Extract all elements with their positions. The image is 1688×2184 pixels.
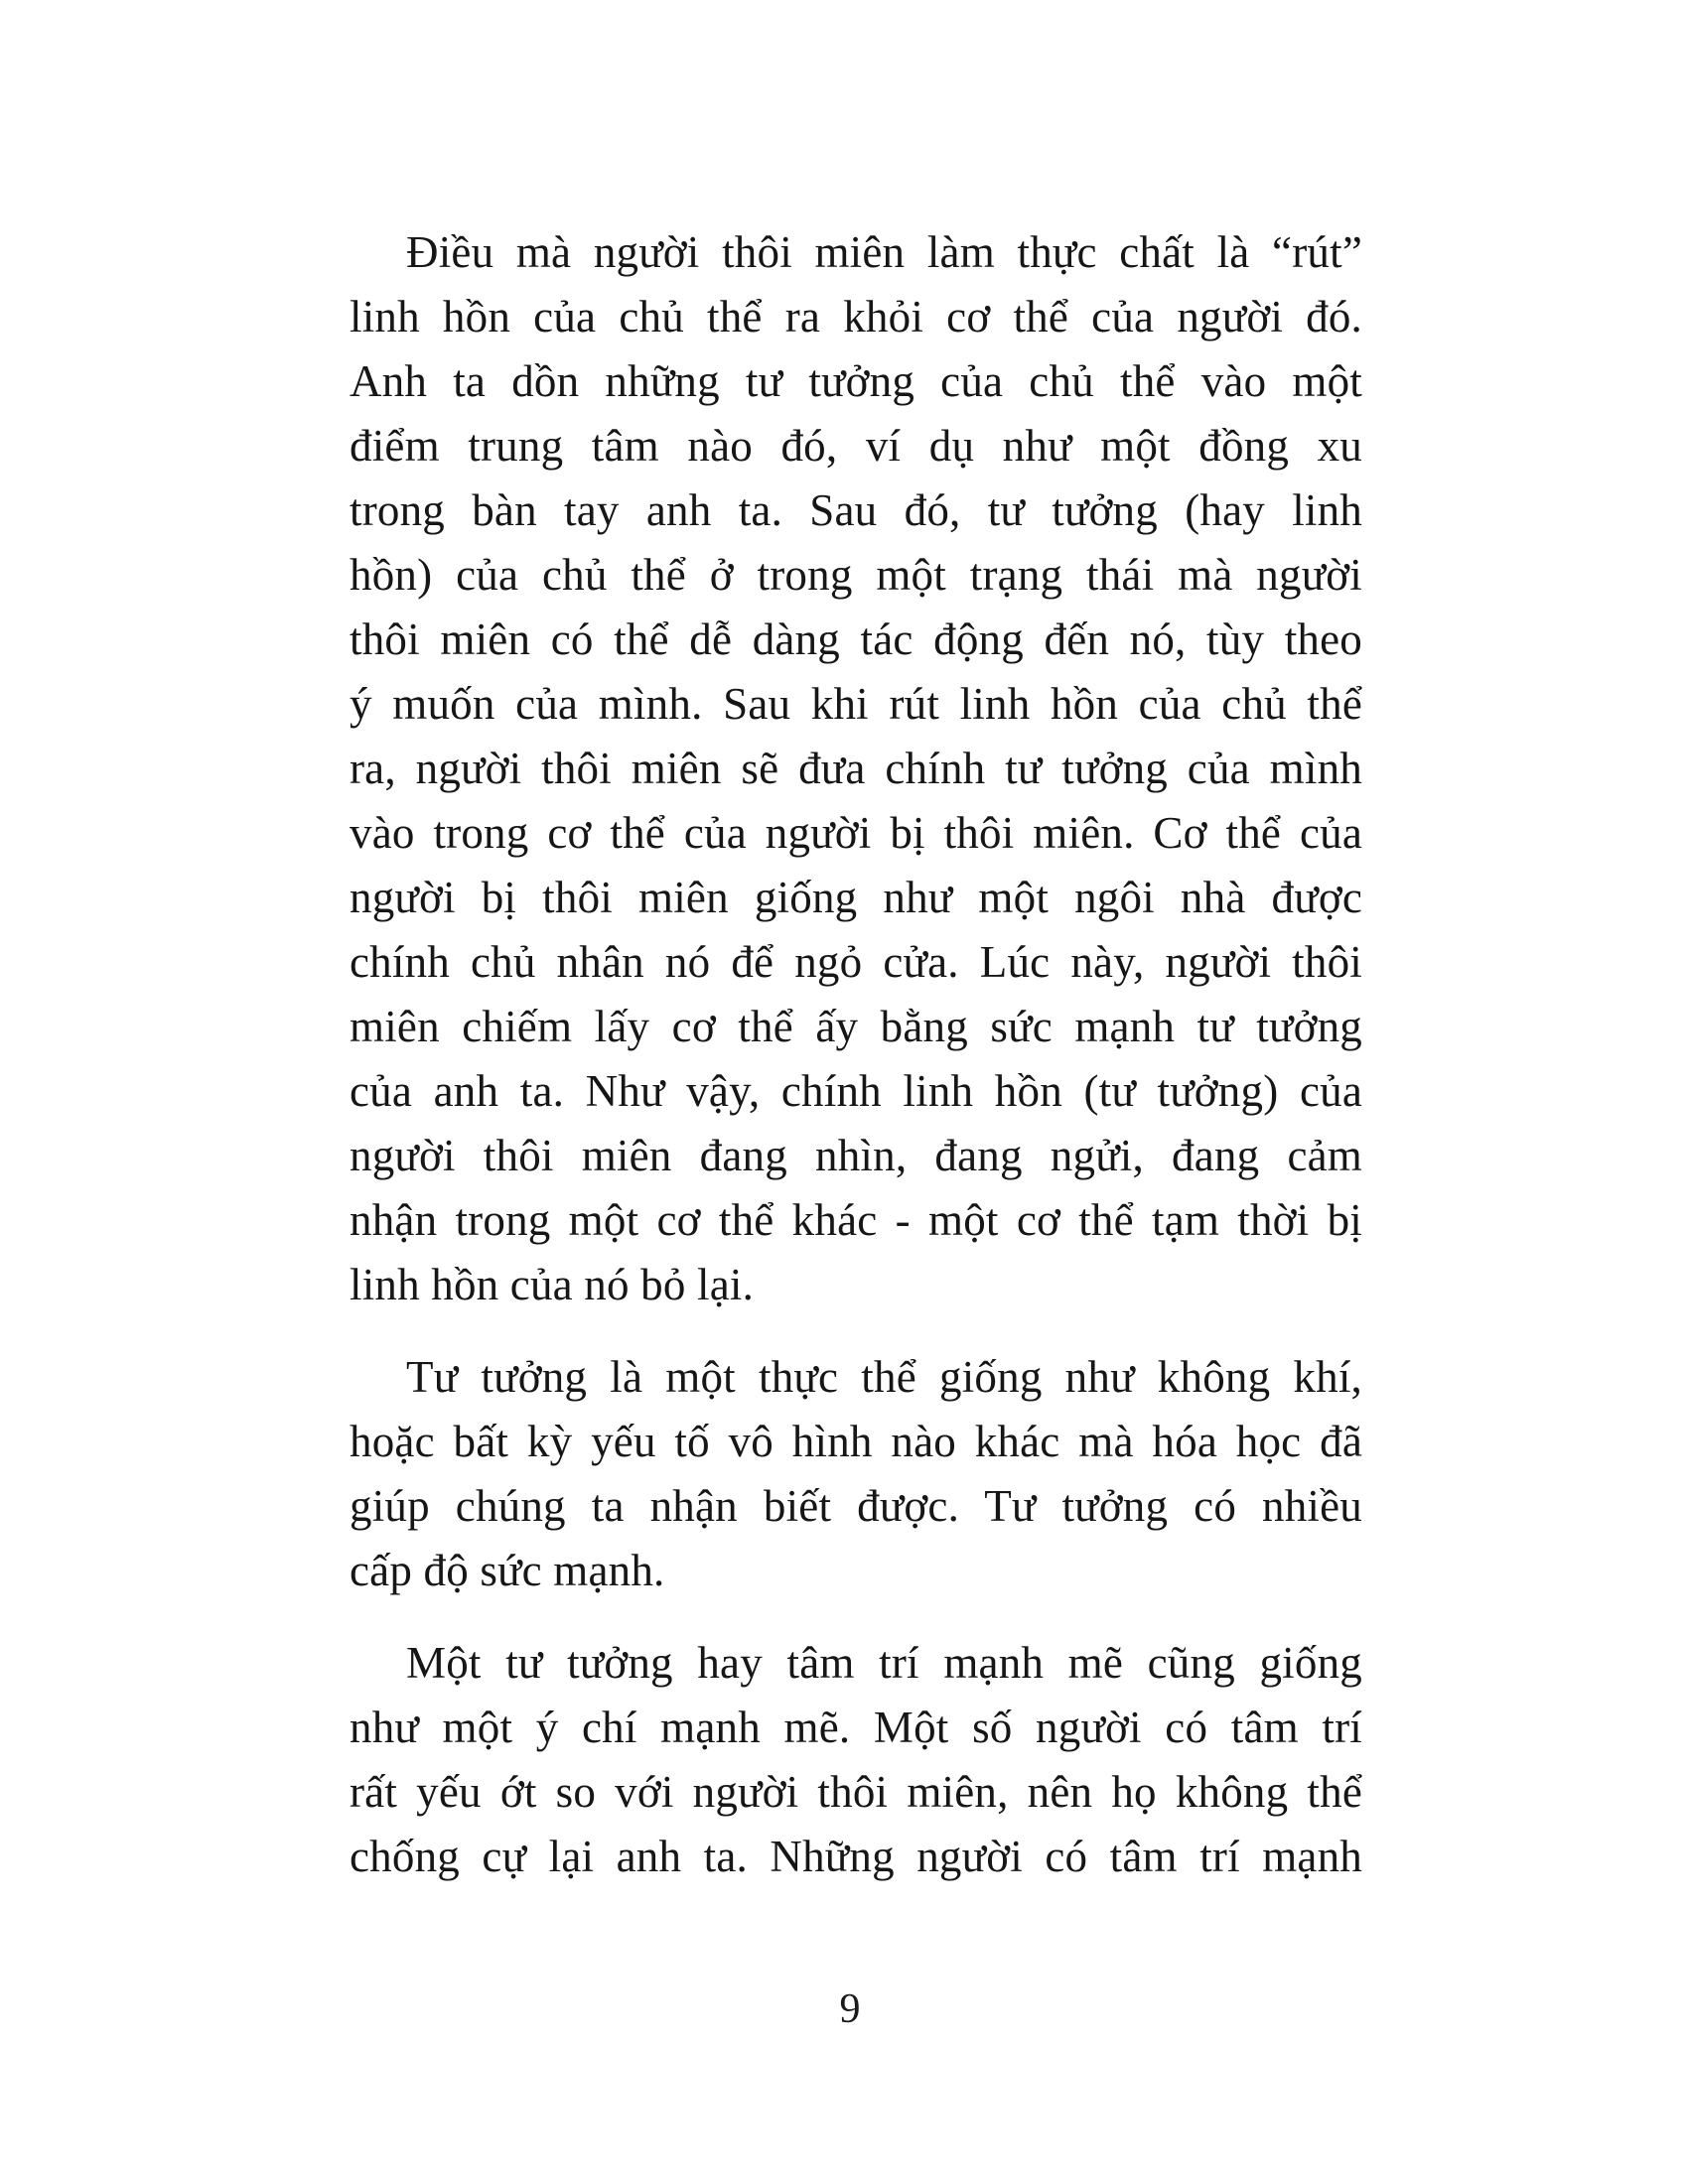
text-line: vào trong cơ thể của người bị thôi miên. Cơ thể của xyxy=(350,808,1362,858)
text-line: linh hồn của nó bỏ lại. xyxy=(350,1260,755,1309)
paragraph-1 xyxy=(350,220,1362,1317)
text-line: của anh ta. Như vậy, chính linh hồn (tư tưởng) của xyxy=(350,1066,1362,1116)
text-line: như một ý chí mạnh mẽ. Một số người có tâm trí xyxy=(350,1703,1362,1752)
text-line: giúp chúng ta nhận biết được. Tư tưởng có nhiều xyxy=(350,1481,1362,1531)
text-line: ý muốn của mình. Sau khi rút linh hồn của chủ thể xyxy=(350,679,1362,729)
text-line: nhận trong một cơ thể khác - một cơ thể tạm thời bị xyxy=(350,1195,1362,1245)
text-line: trong bàn tay anh ta. Sau đó, tư tưởng (hay linh xyxy=(350,485,1362,535)
paragraph-2 xyxy=(350,1345,1362,1603)
text-line: Điều mà người thôi miên làm thực chất là “rút” xyxy=(406,227,1362,277)
paragraph-3 xyxy=(350,1631,1362,1889)
text-line: người thôi miên đang nhìn, đang ngửi, đang cảm xyxy=(350,1131,1362,1180)
text-line: ra, người thôi miên sẽ đưa chính tư tưởng của mình xyxy=(350,744,1362,793)
text-line: chống cự lại anh ta. Những người có tâm trí mạnh xyxy=(350,1832,1362,1881)
text-line: điểm trung tâm nào đó, ví dụ như một đồng xu xyxy=(350,421,1362,471)
page-number: 9 xyxy=(839,1986,861,2032)
text-line: chính chủ nhân nó để ngỏ cửa. Lúc này, người thôi xyxy=(350,937,1362,987)
text-line: cấp độ sức mạnh. xyxy=(350,1546,665,1595)
body-text xyxy=(350,220,1362,1917)
text-line: hồn) của chủ thể ở trong một trạng thái mà người xyxy=(350,550,1362,600)
text-line: Một tư tưởng hay tâm trí mạnh mẽ cũng giống xyxy=(406,1638,1362,1688)
text-line: hoặc bất kỳ yếu tố vô hình nào khác mà hóa học đã xyxy=(350,1417,1362,1466)
text-line: Tư tưởng là một thực thể giống như không khí, xyxy=(406,1352,1362,1402)
text-line: linh hồn của chủ thể ra khỏi cơ thể của người đó. xyxy=(350,292,1362,341)
text-line: Anh ta dồn những tư tưởng của chủ thể vào một xyxy=(350,356,1362,406)
text-line: rất yếu ớt so với người thôi miên, nên họ không thể xyxy=(350,1767,1362,1817)
text-line: miên chiếm lấy cơ thể ấy bằng sức mạnh tư tưởng xyxy=(350,1002,1362,1051)
text-line: thôi miên có thể dễ dàng tác động đến nó, tùy theo xyxy=(350,614,1362,664)
text-line: người bị thôi miên giống như một ngôi nhà được xyxy=(350,873,1362,922)
